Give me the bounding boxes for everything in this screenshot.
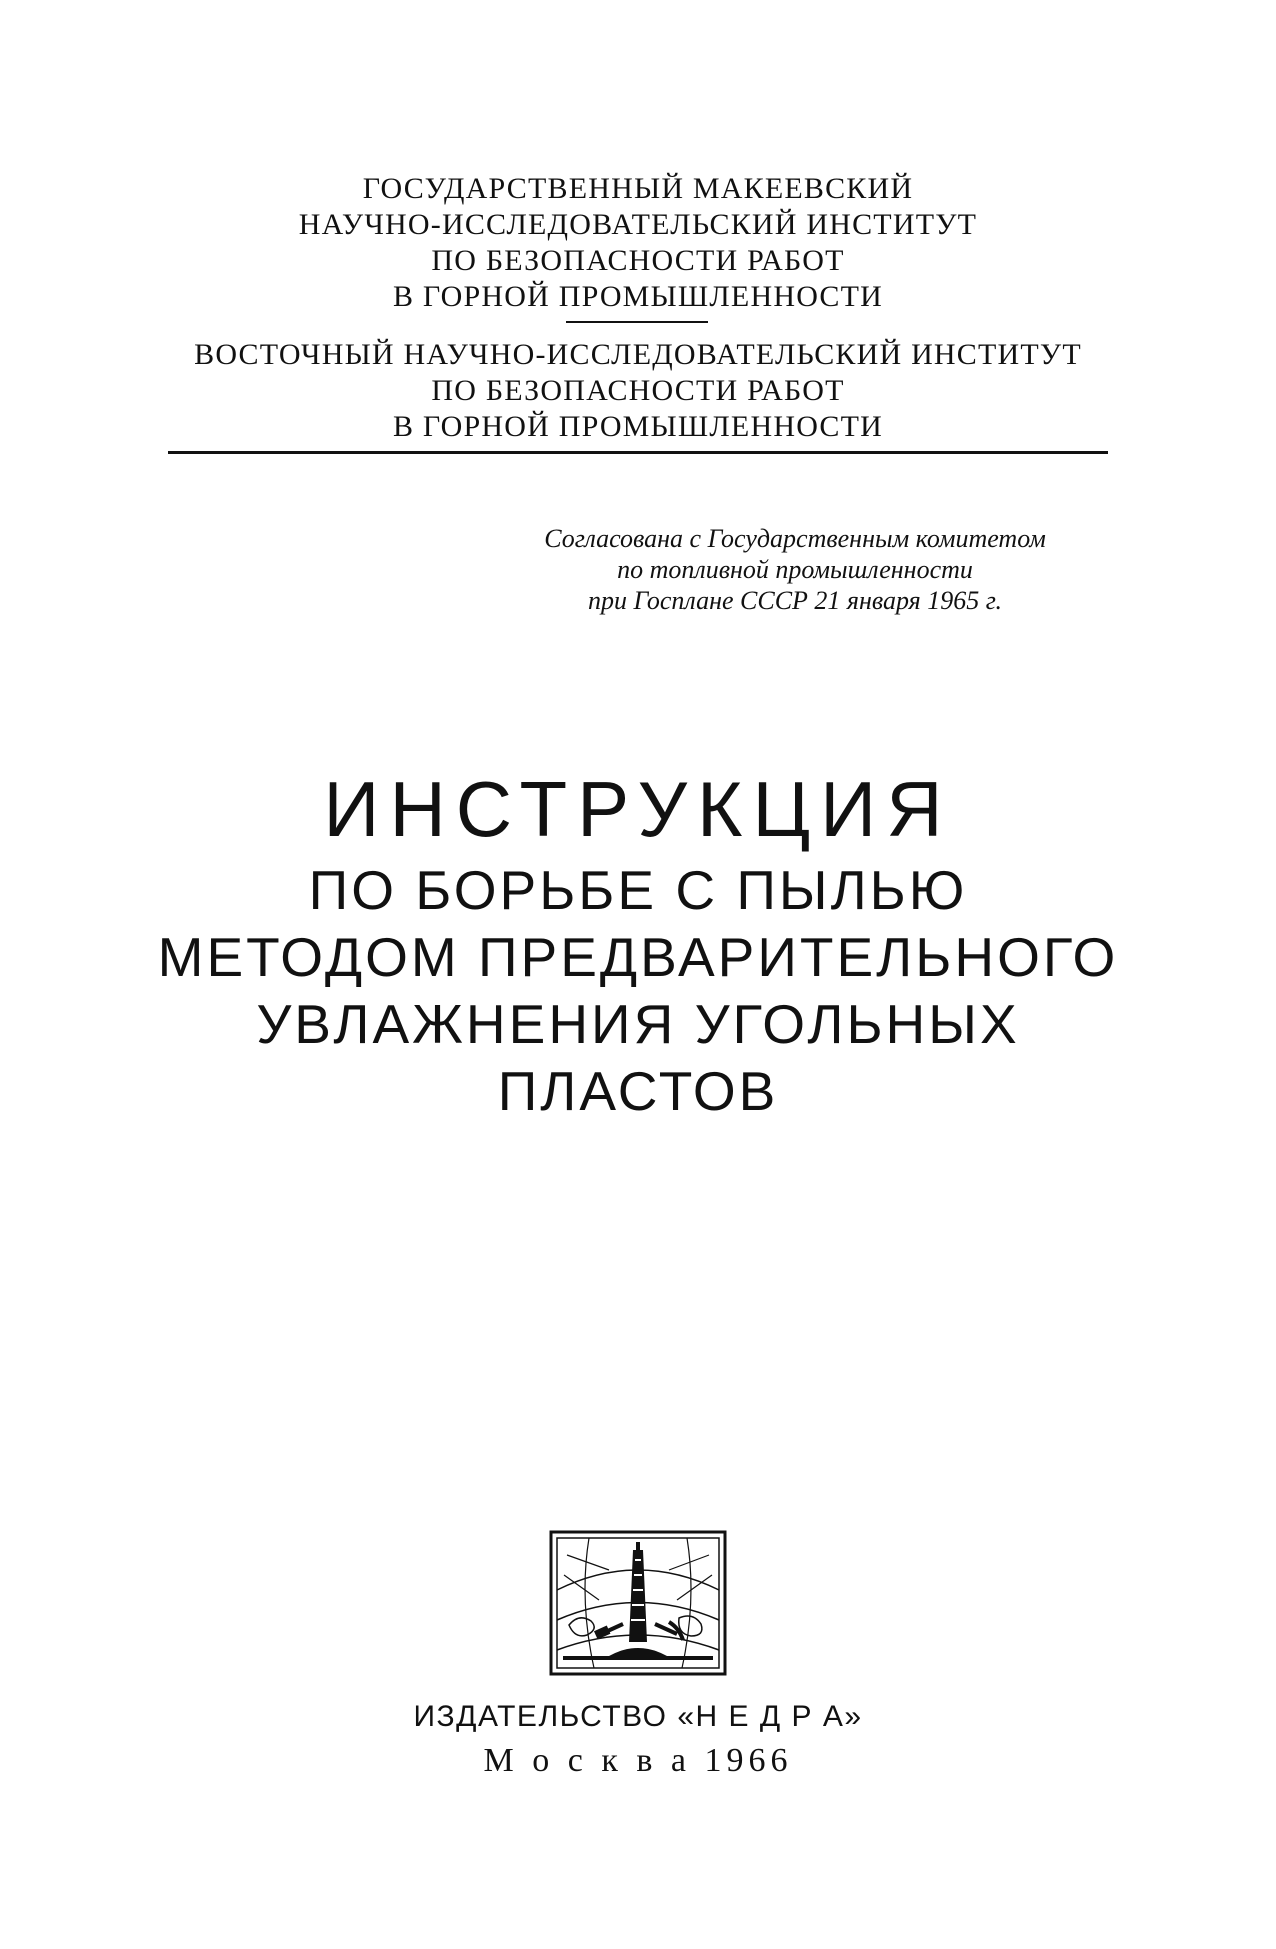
institute-2-line-2: ПО БЕЗОПАСНОСТИ РАБОТ [431,374,845,407]
short-divider [566,321,708,323]
document-subtitle-line-3: УВЛАЖНЕНИЯ УГОЛЬНЫХ [256,993,1020,1055]
approval-line-1: Согласована с Государственным комитетом [544,524,1046,553]
long-divider [168,451,1108,454]
institute-1-line-1: ГОСУДАРСТВЕННЫЙ МАКЕЕВСКИЙ [362,172,914,205]
institute-1-line-3: ПО БЕЗОПАСНОСТИ РАБОТ [431,244,845,277]
document-subtitle-line-2: МЕТОДОМ ПРЕДВАРИТЕЛЬНОГО [157,926,1119,988]
document-subtitle-line-4: ПЛАСТОВ [497,1060,779,1122]
document-subtitle-line-1: ПО БОРЬБЕ С ПЫЛЬЮ [308,859,968,921]
document-title: ИНСТРУКЦИЯ [323,765,953,853]
institute-2-line-1: ВОСТОЧНЫЙ НАУЧНО-ИССЛЕДОВАТЕЛЬСКИЙ ИНСТИТУТ [194,338,1082,371]
institute-2-line-3: В ГОРНОЙ ПРОМЫШЛЕННОСТИ [392,410,884,443]
publisher-name: ИЗДАТЕЛЬСТВО «Н Е Д Р А» [413,1700,863,1733]
approval-line-2: по топливной промышленности [617,555,973,584]
publisher-city-year: М о с к в а 1966 [483,1742,793,1779]
publisher-emblem-icon [549,1530,727,1676]
institute-1-line-4: В ГОРНОЙ ПРОМЫШЛЕННОСТИ [392,280,884,313]
approval-line-3: при Госплане СССР 21 января 1965 г. [587,586,1003,615]
institute-1-line-2: НАУЧНО-ИССЛЕДОВАТЕЛЬСКИЙ ИНСТИТУТ [298,208,978,241]
